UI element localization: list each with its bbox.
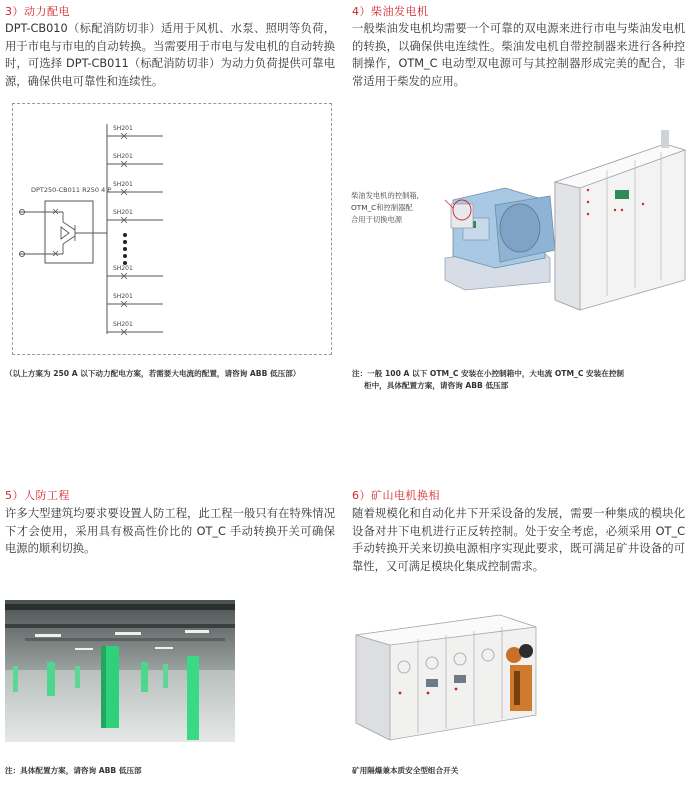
- callout-line: OTM_C和控制器配: [351, 203, 413, 212]
- section-3-body: DPT-CB010（标配消防切非）适用于风机、水泵、照明等负荷，用于市电与市电的自动转换。当需要用于市电与发电机的自动转换时，可选择 DPT-CB011（标配消防切非）为动力负荷提供可靠电源，确保供电可靠性和连续性。: [5, 22, 335, 88]
- section-6-caption: 矿用隔爆兼本质安全型组合开关: [352, 766, 459, 775]
- callout-line: 柴油发电机的控制箱,: [351, 191, 419, 200]
- parking-garage-photo: [5, 600, 235, 742]
- section-6-title: 6）矿山电机换相: [352, 489, 440, 502]
- branch-label: SH201: [113, 293, 133, 300]
- branch-label: SH201: [113, 209, 133, 216]
- device-label: DPT250-CB011 R250 4 P: [31, 186, 112, 194]
- mining-switchgear-photo: [350, 605, 540, 745]
- generator-cabinet-illustration: [345, 130, 690, 320]
- section-4-note-line2: 柜中，具体配置方案，请咨询 ABB 低压部: [364, 381, 509, 390]
- section-4-title: 4）柴油发电机: [352, 5, 429, 18]
- section-4-note: [352, 368, 688, 392]
- section-4-note-line1: 注：一般 100 A 以下 OTM_C 安装在小控制箱中，大电流 OTM_C 安装在控制: [352, 369, 625, 378]
- branch-label: SH201: [113, 153, 133, 160]
- section-5-body: 许多大型建筑均要求要设置人防工程，此工程一般只有在特殊情况下才会使用，采用具有极高性价比的 OT_C 手动转换开关可确保电源的顺利切换。: [5, 507, 335, 555]
- section-5-title: 5）人防工程: [5, 489, 70, 502]
- callout-line: 合用于切换电源: [351, 215, 403, 224]
- section-4-body: 一般柴油发电机均需要一个可靠的双电源来进行市电与柴油发电机的转换，以确保供电连续性。柴油发电机自带控制器来进行各种控制操作，OTM_C 电动型双电源可与其控制器形成完美的配合，非常适用于柴发的应用。: [352, 22, 685, 88]
- wiring-diagram-svg: [13, 104, 333, 356]
- branch-label: SH201: [113, 125, 133, 132]
- wiring-diagram: [12, 103, 332, 355]
- section-3-note: （以上方案为 250 A 以下动力配电方案，若需要大电流的配置，请咨询 ABB 低压部）: [5, 369, 301, 378]
- section-5-note: 注：具体配置方案，请咨询 ABB 低压部: [5, 766, 142, 775]
- branch-label: SH201: [113, 181, 133, 188]
- section-3-title: 3）动力配电: [5, 5, 70, 18]
- branch-label: SH201: [113, 321, 133, 328]
- branch-label: SH201: [113, 265, 133, 272]
- section-6-body: 随着规模化和自动化井下开采设备的发展，需要一种集成的模块化设备对井下电机进行正反转控制。处于安全考虑，必须采用 OT_C 手动转换开关来切换电源相序实现此要求，既可满足矿井设备的可靠性，又可满足模块化集成控制需求。: [352, 507, 685, 573]
